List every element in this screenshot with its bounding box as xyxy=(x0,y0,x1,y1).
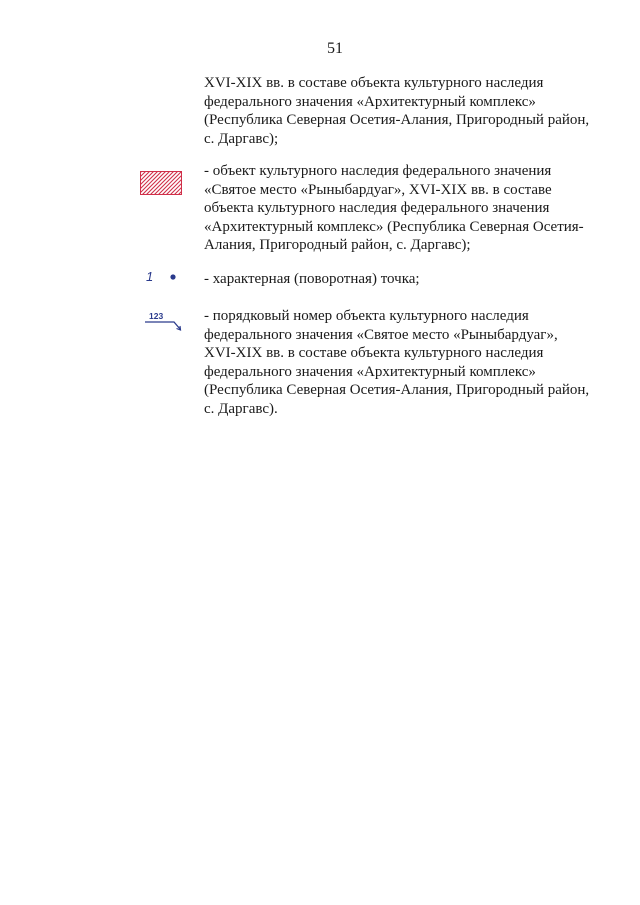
hatch-line xyxy=(170,171,182,195)
text-line: XVI-XIX вв. в составе объекта культурного наследия xyxy=(204,75,544,91)
object-legend-paragraph xyxy=(204,162,604,255)
point-dot-icon xyxy=(170,274,175,279)
text-line: «Архитектурный комплекс» (Республика Северная Осетия- xyxy=(204,218,584,235)
text-line: (Республика Северная Осетия-Алания, Пригородный район, xyxy=(204,382,590,398)
continuation-paragraph xyxy=(204,74,604,148)
number-legend-paragraph xyxy=(204,307,604,418)
point-legend-paragraph xyxy=(204,270,604,289)
point-number-label: 1 xyxy=(146,269,154,284)
text-line: с. Даргавс); xyxy=(204,130,279,147)
text-line: объекта культурного наследия федерального значения xyxy=(204,200,550,216)
text-line: - характерная (поворотная) точка; xyxy=(204,271,420,287)
text-line: (Республика Северная Осетия-Алания, Пригородный район, xyxy=(204,112,590,128)
leader-arrow-icon xyxy=(145,322,180,329)
object-number-label: 123 xyxy=(149,311,164,321)
text-line: с. Даргавс). xyxy=(204,400,278,417)
text-line: Алания, Пригородный район, с. Даргавс); xyxy=(204,237,471,253)
text-line: - порядковый номер объекта культурного наследия xyxy=(204,308,529,324)
hatched-area-legend-icon xyxy=(140,171,182,195)
text-line: федерального значения «Святое место «Рыныбардуаг», xyxy=(204,326,558,343)
object-number-legend-icon xyxy=(142,310,184,334)
text-line: федерального значения «Архитектурный комплекс» xyxy=(204,363,536,380)
page-number: 51 xyxy=(327,40,343,57)
turning-point-legend-icon xyxy=(146,269,186,285)
text-line: - объект культурного наследия федерального значения xyxy=(204,163,552,179)
text-line: федерального значения «Архитектурный комплекс» xyxy=(204,93,536,110)
text-line: XVI-XIX вв. в составе объекта культурного наследия xyxy=(204,345,544,361)
text-line: «Святое место «Рыныбардуаг», XVI-XIX вв. в составе xyxy=(204,181,552,198)
